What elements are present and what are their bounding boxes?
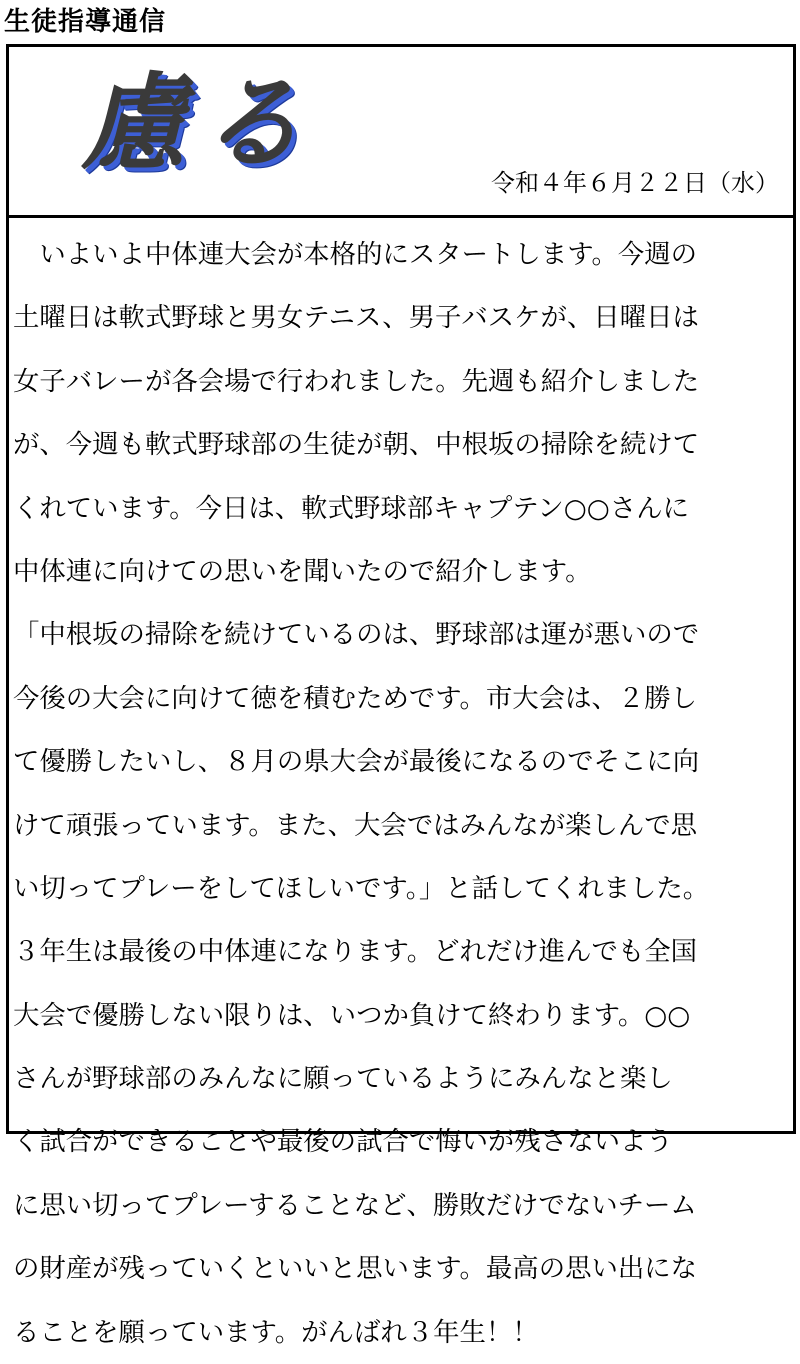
body-line: 今後の大会に向けて徳を積むためです。市大会は、２勝し	[13, 682, 698, 714]
body-line: い切ってプレーをしてほしいです。」と話してくれました。	[13, 872, 710, 904]
masthead-box	[9, 47, 793, 218]
body-line: 「中根坂の掃除を続けているのは、野球部は運が悪いので	[13, 619, 700, 651]
body-line: けて頑張っています。また、大会ではみんなが楽しんで思	[13, 809, 698, 841]
body-line: の財産が残っていくといいと思います。最高の思い出にな	[13, 1253, 698, 1285]
article-body	[13, 223, 793, 1364]
body-line: 女子バレーが各会場で行われました。先週も紹介しました	[13, 365, 700, 397]
body-line: に思い切ってプレーすることなど、勝敗だけでないチーム	[13, 1189, 697, 1221]
body-line: て優勝したいし、８月の県大会が最後になるのでそこに向	[13, 746, 700, 778]
body-line: 大会で優勝しない限りは、いつか負けて終わります。○○	[13, 999, 691, 1031]
body-line: 中体連に向けての思いを聞いたので紹介します。	[13, 555, 592, 587]
series-title: 生徒指導通信	[4, 7, 167, 37]
issue-date: 令和４年６月２２日（水）	[491, 169, 779, 197]
newsletter-frame	[6, 44, 796, 1348]
body-line: 土曜日は軟式野球と男女テニス、男子バスケが、日曜日は	[13, 302, 699, 334]
body-line: が、今週も軟式野球部の生徒が朝、中根坂の掃除を続けて	[13, 429, 700, 461]
body-line: いよいよ中体連大会が本格的にスタートします。今週の	[13, 239, 698, 270]
masthead-title: 慮る	[81, 61, 318, 184]
body-line: ３年生は最後の中体連になります。どれだけ進んでも全国	[13, 936, 698, 968]
body-line: く試合ができることや最後の試合で悔いが残さないよう	[13, 1126, 673, 1158]
body-line: ることを願っています。がんばれ３年生！！	[13, 1316, 539, 1348]
body-line: さんが野球部のみんなに願っているようにみんなと楽し	[13, 1063, 673, 1095]
body-line: くれています。今日は、軟式野球部キャプテン○○さんに	[13, 492, 689, 524]
